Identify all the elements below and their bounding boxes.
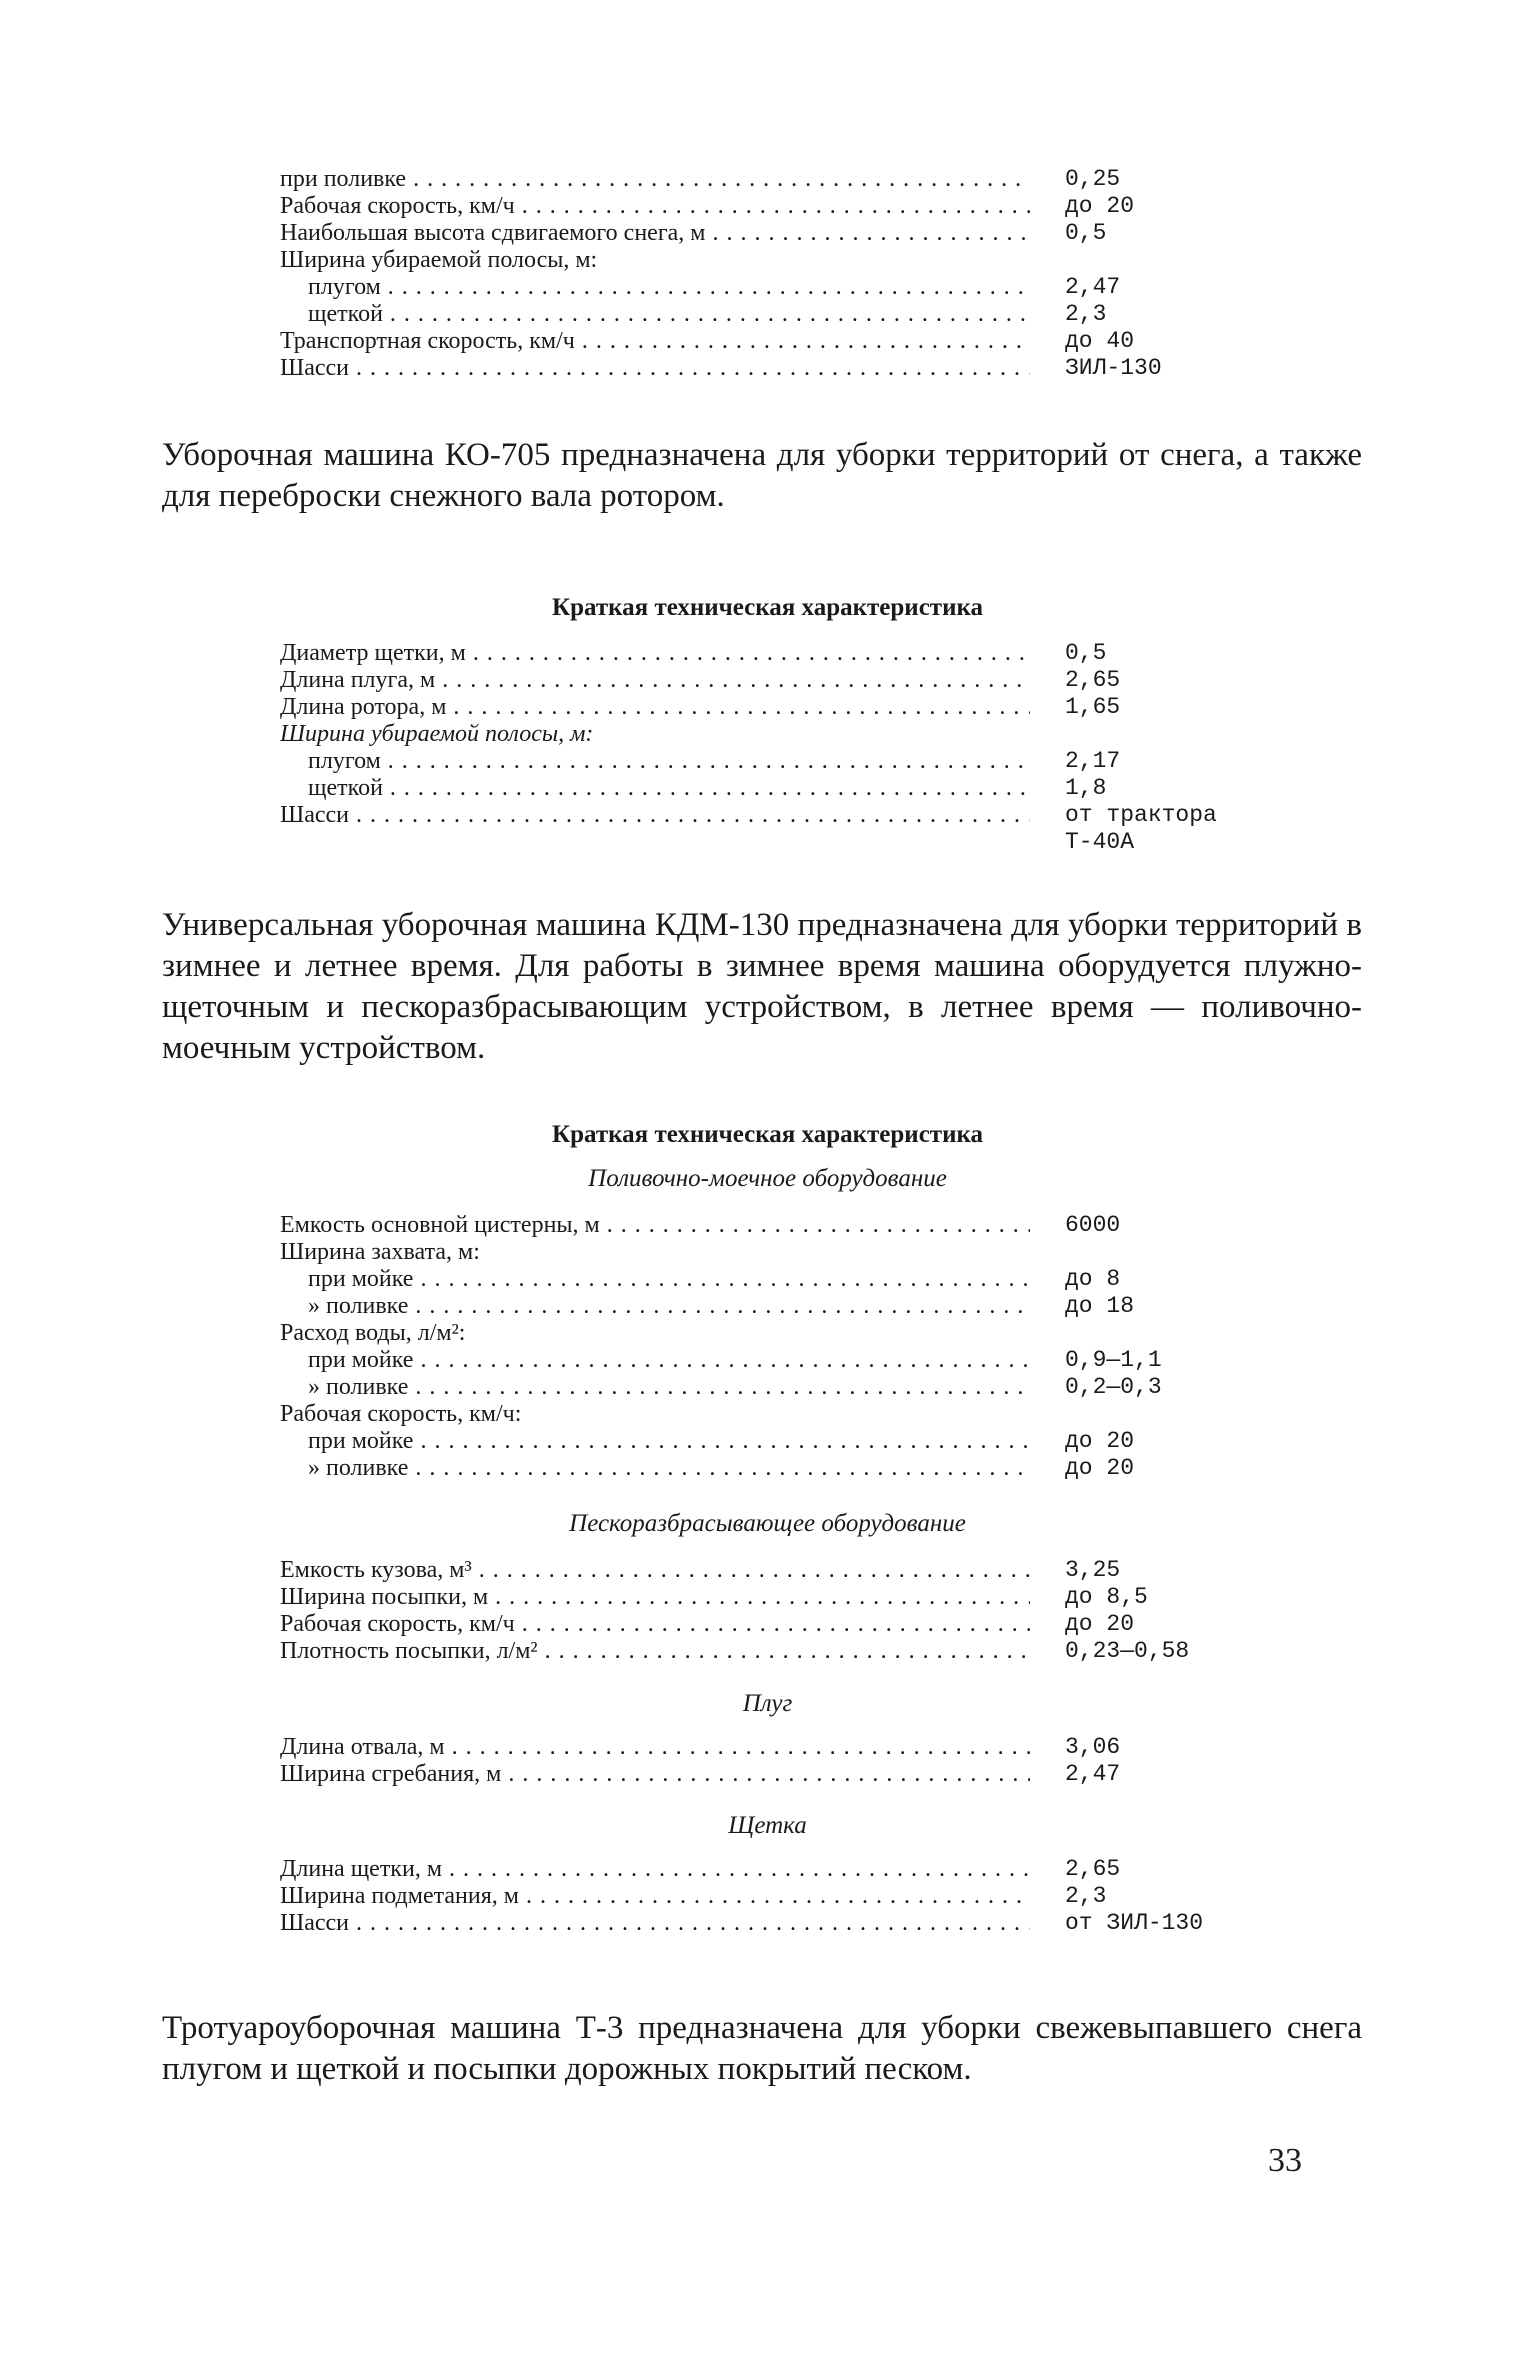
- spec-value: 1,8: [1065, 775, 1107, 801]
- spec-value: 2,3: [1065, 1883, 1107, 1909]
- spec-row: [280, 220, 1240, 247]
- spec-row: [280, 1883, 1240, 1910]
- spec-value: 2,65: [1065, 1856, 1121, 1882]
- spec-row: [280, 1428, 1240, 1455]
- paragraph-kdm130: Универсальная уборочная машина КДМ-130 предназначена для уборки территорий в зимнее и летнее время. Для работы в зимнее время машина оборудуется плужно-щеточным и пескоразбрасывающим устройством, в летнее время — поливочно-моечным устройством.: [162, 907, 1362, 1066]
- spec-label: Ширина подметания, м . . .: [280, 1883, 1030, 1910]
- watering-spec-list: [280, 1212, 1240, 1482]
- spec-row: [280, 1557, 1240, 1584]
- spec-label: щеткой . . .: [280, 301, 1030, 328]
- spec-label: Длина плуга, м . . .: [280, 667, 1030, 694]
- spec-label: при мойке . . .: [280, 1428, 1030, 1455]
- spec-value: 2,3: [1065, 301, 1107, 327]
- spec-row: [280, 1638, 1240, 1665]
- brush-spec-list: [280, 1856, 1240, 1937]
- spec-value: 2,47: [1065, 1761, 1121, 1787]
- spec-value: 2,47: [1065, 274, 1121, 300]
- spec-row: [280, 1910, 1240, 1937]
- spec-label: Рабочая скорость, км/ч . . .: [280, 1611, 1030, 1638]
- sand-spec-list: [280, 1557, 1240, 1665]
- spec-row: [280, 1856, 1240, 1883]
- spec-row: [280, 721, 1240, 748]
- spec-value: до 20: [1065, 1455, 1135, 1481]
- spec-label: щеткой . . .: [280, 775, 1030, 802]
- spec-row: [280, 301, 1240, 328]
- spec-label: Транспортная скорость, км/ч . . .: [280, 328, 1030, 355]
- spec-value: до 18: [1065, 1293, 1135, 1319]
- spec-label: Наибольшая высота сдвигаемого снега, м . . .: [280, 220, 1030, 247]
- spec-label: Рабочая скорость, км/ч . . .: [280, 193, 1030, 220]
- spec-label: Шасси . . .: [280, 1910, 1030, 1937]
- spec-row: [280, 1320, 1240, 1347]
- spec-label: Емкость основной цистерны, м . . .: [280, 1212, 1030, 1239]
- spec-value: 3,25: [1065, 1557, 1121, 1583]
- spec-value: 0,5: [1065, 220, 1107, 246]
- watering-heading: Поливочно-моечное оборудование: [588, 1165, 947, 1192]
- spec-row: [280, 1212, 1240, 1239]
- spec-row: [280, 1584, 1240, 1611]
- spec-label: Ширина сгребания, м . . .: [280, 1761, 1030, 1788]
- page-number: 33: [1268, 2142, 1302, 2179]
- spec-label: Ширина убираемой полосы, м:: [280, 721, 594, 747]
- spec-row: [280, 667, 1240, 694]
- paragraph-ko705: Уборочная машина КО-705 предназначена для уборки территорий от снега, а также для переброски снежного вала ротором.: [162, 437, 1362, 514]
- spec-label: Ширина убираемой полосы, м:: [280, 247, 598, 273]
- spec-value: 6000: [1065, 1212, 1121, 1238]
- spec-value: 0,5: [1065, 640, 1107, 666]
- ko705-spec-list: [280, 640, 1240, 856]
- spec-value: 3,06: [1065, 1734, 1121, 1760]
- spec-value: до 40: [1065, 328, 1135, 354]
- spec-label: Рабочая скорость, км/ч:: [280, 1401, 522, 1427]
- spec-value: до 20: [1065, 193, 1135, 219]
- spec-value: ЗИЛ-130: [1065, 355, 1162, 381]
- top-spec-list: [280, 166, 1240, 382]
- spec-row: [280, 694, 1240, 721]
- spec-label: плугом . . .: [280, 274, 1030, 301]
- spec-row: [280, 1239, 1240, 1266]
- spec-row: [280, 1401, 1240, 1428]
- spec-label: » поливке . . .: [280, 1374, 1030, 1401]
- spec-row: [280, 274, 1240, 301]
- spec-row: [280, 1347, 1240, 1374]
- spec-label: при мойке . . .: [280, 1347, 1030, 1374]
- spec-label: » поливке . . .: [280, 1293, 1030, 1320]
- spec-row: [280, 829, 1240, 856]
- spec-row: [280, 328, 1240, 355]
- spec-value: 1,65: [1065, 694, 1121, 720]
- spec-row: [280, 355, 1240, 382]
- spec-value: до 20: [1065, 1428, 1135, 1454]
- spec-label: при мойке . . .: [280, 1266, 1030, 1293]
- spec-row: [280, 193, 1240, 220]
- spec-value: Т-40А: [1065, 829, 1135, 855]
- spec-row: [280, 748, 1240, 775]
- spec-label: Плотность посыпки, л/м² . . .: [280, 1638, 1030, 1665]
- spec-value: 2,65: [1065, 667, 1121, 693]
- spec-row: [280, 1761, 1240, 1788]
- ko705-heading: Краткая техническая характеристика: [551, 594, 984, 621]
- spec-value: 0,2—0,3: [1065, 1374, 1162, 1400]
- spec-value: от трактора: [1065, 802, 1217, 828]
- spec-label: Расход воды, л/м²:: [280, 1320, 466, 1346]
- spec-value: 0,23—0,58: [1065, 1638, 1190, 1664]
- spec-value: от ЗИЛ-130: [1065, 1910, 1204, 1936]
- kdm130-heading: Краткая техническая характеристика: [551, 1121, 984, 1148]
- spec-value: до 8,5: [1065, 1584, 1148, 1610]
- spec-label: Шасси . . .: [280, 802, 1030, 829]
- spec-label: Диаметр щетки, м . . .: [280, 640, 1030, 667]
- plow-spec-list: [280, 1734, 1240, 1788]
- spec-row: [280, 1293, 1240, 1320]
- spec-row: [280, 802, 1240, 829]
- spec-value: 2,17: [1065, 748, 1121, 774]
- spec-label: плугом . . .: [280, 748, 1030, 775]
- spec-row: [280, 1611, 1240, 1638]
- spec-value: 0,9—1,1: [1065, 1347, 1162, 1373]
- spec-value: до 8: [1065, 1266, 1121, 1292]
- spec-row: [280, 775, 1240, 802]
- brush-heading: Щетка: [728, 1812, 807, 1839]
- spec-label: Длина ротора, м . . .: [280, 694, 1030, 721]
- spec-row: [280, 1266, 1240, 1293]
- spec-label: при поливке . . .: [280, 166, 1030, 193]
- plow-heading: Плуг: [742, 1690, 793, 1717]
- spec-label: Шасси . . .: [280, 355, 1030, 382]
- spec-row: [280, 247, 1240, 274]
- spec-label: Емкость кузова, м³ . . .: [280, 1557, 1030, 1584]
- spec-row: [280, 1374, 1240, 1401]
- spec-value: до 20: [1065, 1611, 1135, 1637]
- sand-heading: Пескоразбрасывающее оборудование: [569, 1510, 966, 1537]
- spec-label: Ширина посыпки, м . . .: [280, 1584, 1030, 1611]
- spec-row: [280, 640, 1240, 667]
- spec-value: 0,25: [1065, 166, 1121, 192]
- spec-label: Ширина захвата, м:: [280, 1239, 480, 1265]
- spec-label: » поливке . . .: [280, 1455, 1030, 1482]
- spec-row: [280, 1455, 1240, 1482]
- spec-row: [280, 166, 1240, 193]
- paragraph-t3: Тротуароуборочная машина Т-3 предназначена для уборки свежевыпавшего снега плугом и щеткой и посыпки дорожных покрытий песком.: [162, 2010, 1362, 2087]
- spec-label: Длина щетки, м . . .: [280, 1856, 1030, 1883]
- spec-label: Длина отвала, м . . .: [280, 1734, 1030, 1761]
- spec-row: [280, 1734, 1240, 1761]
